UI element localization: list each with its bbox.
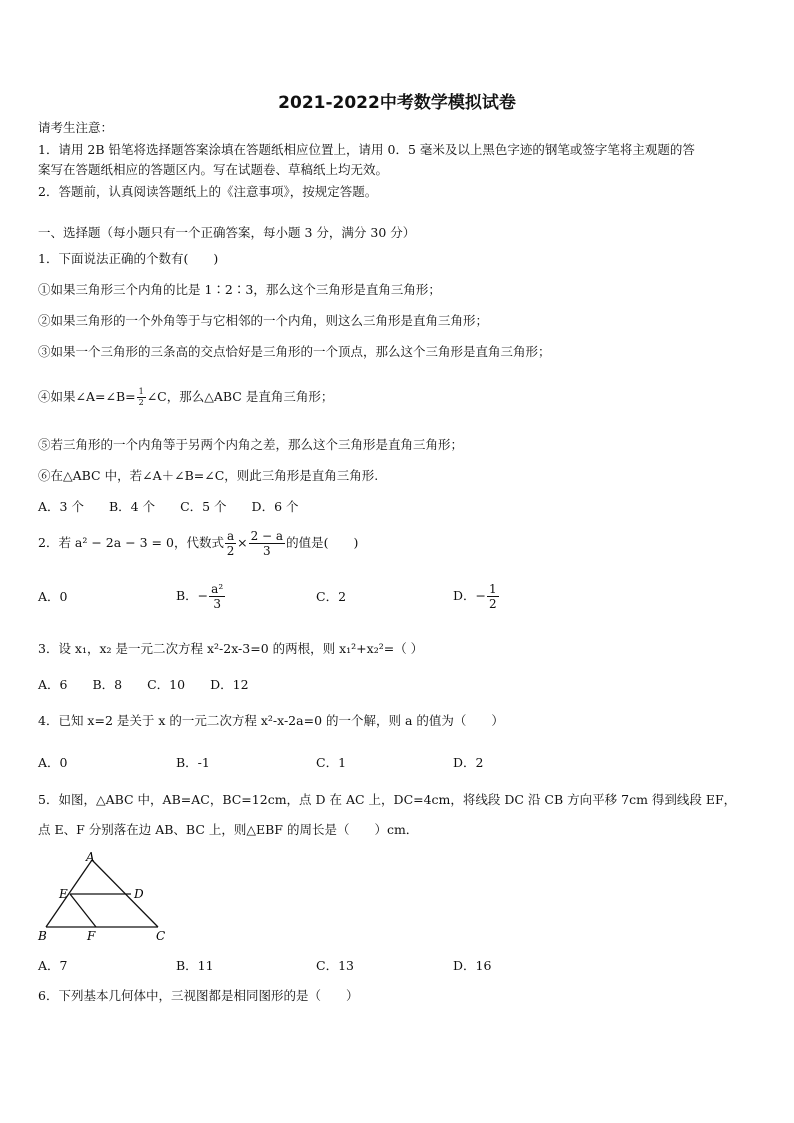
notice-line-2: 2．答题前，认真阅读答题纸上的《注意事项》，按规定答题。	[38, 184, 378, 199]
q2-optb-fraction	[209, 583, 225, 610]
q2-stem-prefix: 2．若 a² − 2a − 3 = 0，代数式	[38, 535, 224, 550]
q2-f2-denominator: 3	[263, 544, 271, 558]
q2-f1-numerator: a	[226, 529, 235, 543]
q1-stem: 1．下面说法正确的个数有( )	[38, 251, 219, 266]
q5-option-d: D．16	[453, 958, 492, 973]
q2-optd-fraction	[487, 583, 499, 610]
q4-option-c: C．1	[316, 755, 347, 770]
q1-statement-2: ②如果三角形的一个外角等于与它相邻的一个内角，则这么三角形是直角三角形；	[38, 313, 489, 328]
q5-label-f: F	[87, 929, 96, 943]
q5-label-e: E	[59, 887, 68, 901]
q5-label-c: C	[156, 929, 166, 943]
q2-f2-numerator: 2 − a	[250, 529, 284, 543]
q1-s4-numerator: 1	[138, 387, 144, 396]
q2-stem-suffix: 的值是( )	[286, 535, 359, 550]
q4-option-d: D．2	[453, 755, 484, 770]
q2-times: ×	[237, 535, 248, 550]
q1-statement-6: ⑥在△ABC 中，若∠A＋∠B=∠C，则此三角形是直角三角形.	[38, 468, 379, 483]
page-title: 2021-2022中考数学模拟试卷	[278, 93, 516, 113]
notice-line-1b: 案写在答题纸相应的答题区内。写在试题卷、草稿纸上均无效。	[38, 162, 389, 177]
q1-statement-5: ⑤若三角形的一个内角等于另两个内角之差，那么这个三角形是直角三角形；	[38, 437, 464, 452]
q1-s4-fraction	[137, 388, 146, 407]
q2-optb-denominator: 3	[213, 597, 221, 611]
q2-option-c: C．2	[316, 589, 347, 604]
q4-option-a: A．0	[38, 755, 68, 770]
q1-statement-1: ①如果三角形三个内角的比是 1∶2∶3，那么这个三角形是直角三角形；	[38, 282, 441, 297]
q2-option-b	[176, 578, 226, 614]
notice-heading: 请考生注意：	[38, 120, 114, 135]
q6-stem: 6．下列基本几何体中，三视图都是相同图形的是（ ）	[38, 988, 359, 1003]
q2-option-d	[453, 578, 500, 614]
q1-options: A．3 个 B．4 个 C．5 个 D．6 个	[38, 499, 299, 514]
q1-statement-3: ③如果一个三角形的三条高的交点恰好是三角形的一个顶点，那么这个三角形是直角三角形；	[38, 344, 551, 359]
section-heading: 一、选择题（每小题只有一个正确答案，每小题 3 分，满分 30 分）	[38, 225, 416, 240]
q4-stem: 4．已知 x=2 是关于 x 的一元二次方程 x²-x-2a=0 的一个解，则 a 的值为（ ）	[38, 713, 504, 728]
q2-optb-numerator: a²	[211, 582, 224, 596]
q3-stem: 3．设 x₁，x₂ 是一元二次方程 x²-2x-3=0 的两根，则 x₁²+x₂²=（ ）	[38, 641, 424, 656]
q2-f1-denominator: 2	[226, 544, 235, 558]
q5-triangle-figure	[36, 850, 170, 946]
notice-line-1a: 1．请用 2B 铅笔将选择题答案涂填在答题纸相应位置上，请用 0．5 毫米及以上黑色字迹的钢笔或签字笔将主观题的答	[38, 142, 695, 157]
q2-option-a: A．0	[38, 589, 68, 604]
q5-option-c: C．13	[316, 958, 354, 973]
q5-label-b: B	[38, 929, 47, 943]
q4-option-b: B．-1	[176, 755, 210, 770]
q5-segment-ef	[70, 894, 96, 927]
q5-option-a: A．7	[38, 958, 68, 973]
q3-options: A．6 B．8 C．10 D．12	[38, 677, 249, 692]
q2-optd-numerator: 1	[489, 582, 497, 596]
q2-fraction-2	[249, 530, 285, 557]
q5-stem-line-1: 5．如图，△ABC 中，AB=AC，BC=12cm，点 D 在 AC 上，DC=4cm，将线段 DC 沿 CB 方向平移 7cm 得到线段 EF，	[38, 792, 737, 807]
q2-optb-prefix: B．−	[176, 588, 209, 603]
q5-label-a: A	[86, 850, 95, 864]
q2-optd-denominator: 2	[489, 597, 497, 611]
q1-s4-suffix: ∠C，那么△ABC 是直角三角形；	[146, 389, 334, 404]
q2-fraction-1	[225, 530, 236, 557]
q1-statement-4	[38, 382, 333, 412]
q1-s4-prefix: ④如果∠A=∠B=	[38, 389, 136, 404]
q2-stem	[38, 526, 358, 560]
q5-stem-line-2: 点 E、F 分别落在边 AB、BC 上，则△EBF 的周长是（ ）cm．	[38, 822, 419, 837]
q2-optd-prefix: D．−	[453, 588, 486, 603]
q5-option-b: B．11	[176, 958, 214, 973]
q5-label-d: D	[134, 887, 144, 901]
q1-s4-denominator: 2	[138, 398, 144, 407]
